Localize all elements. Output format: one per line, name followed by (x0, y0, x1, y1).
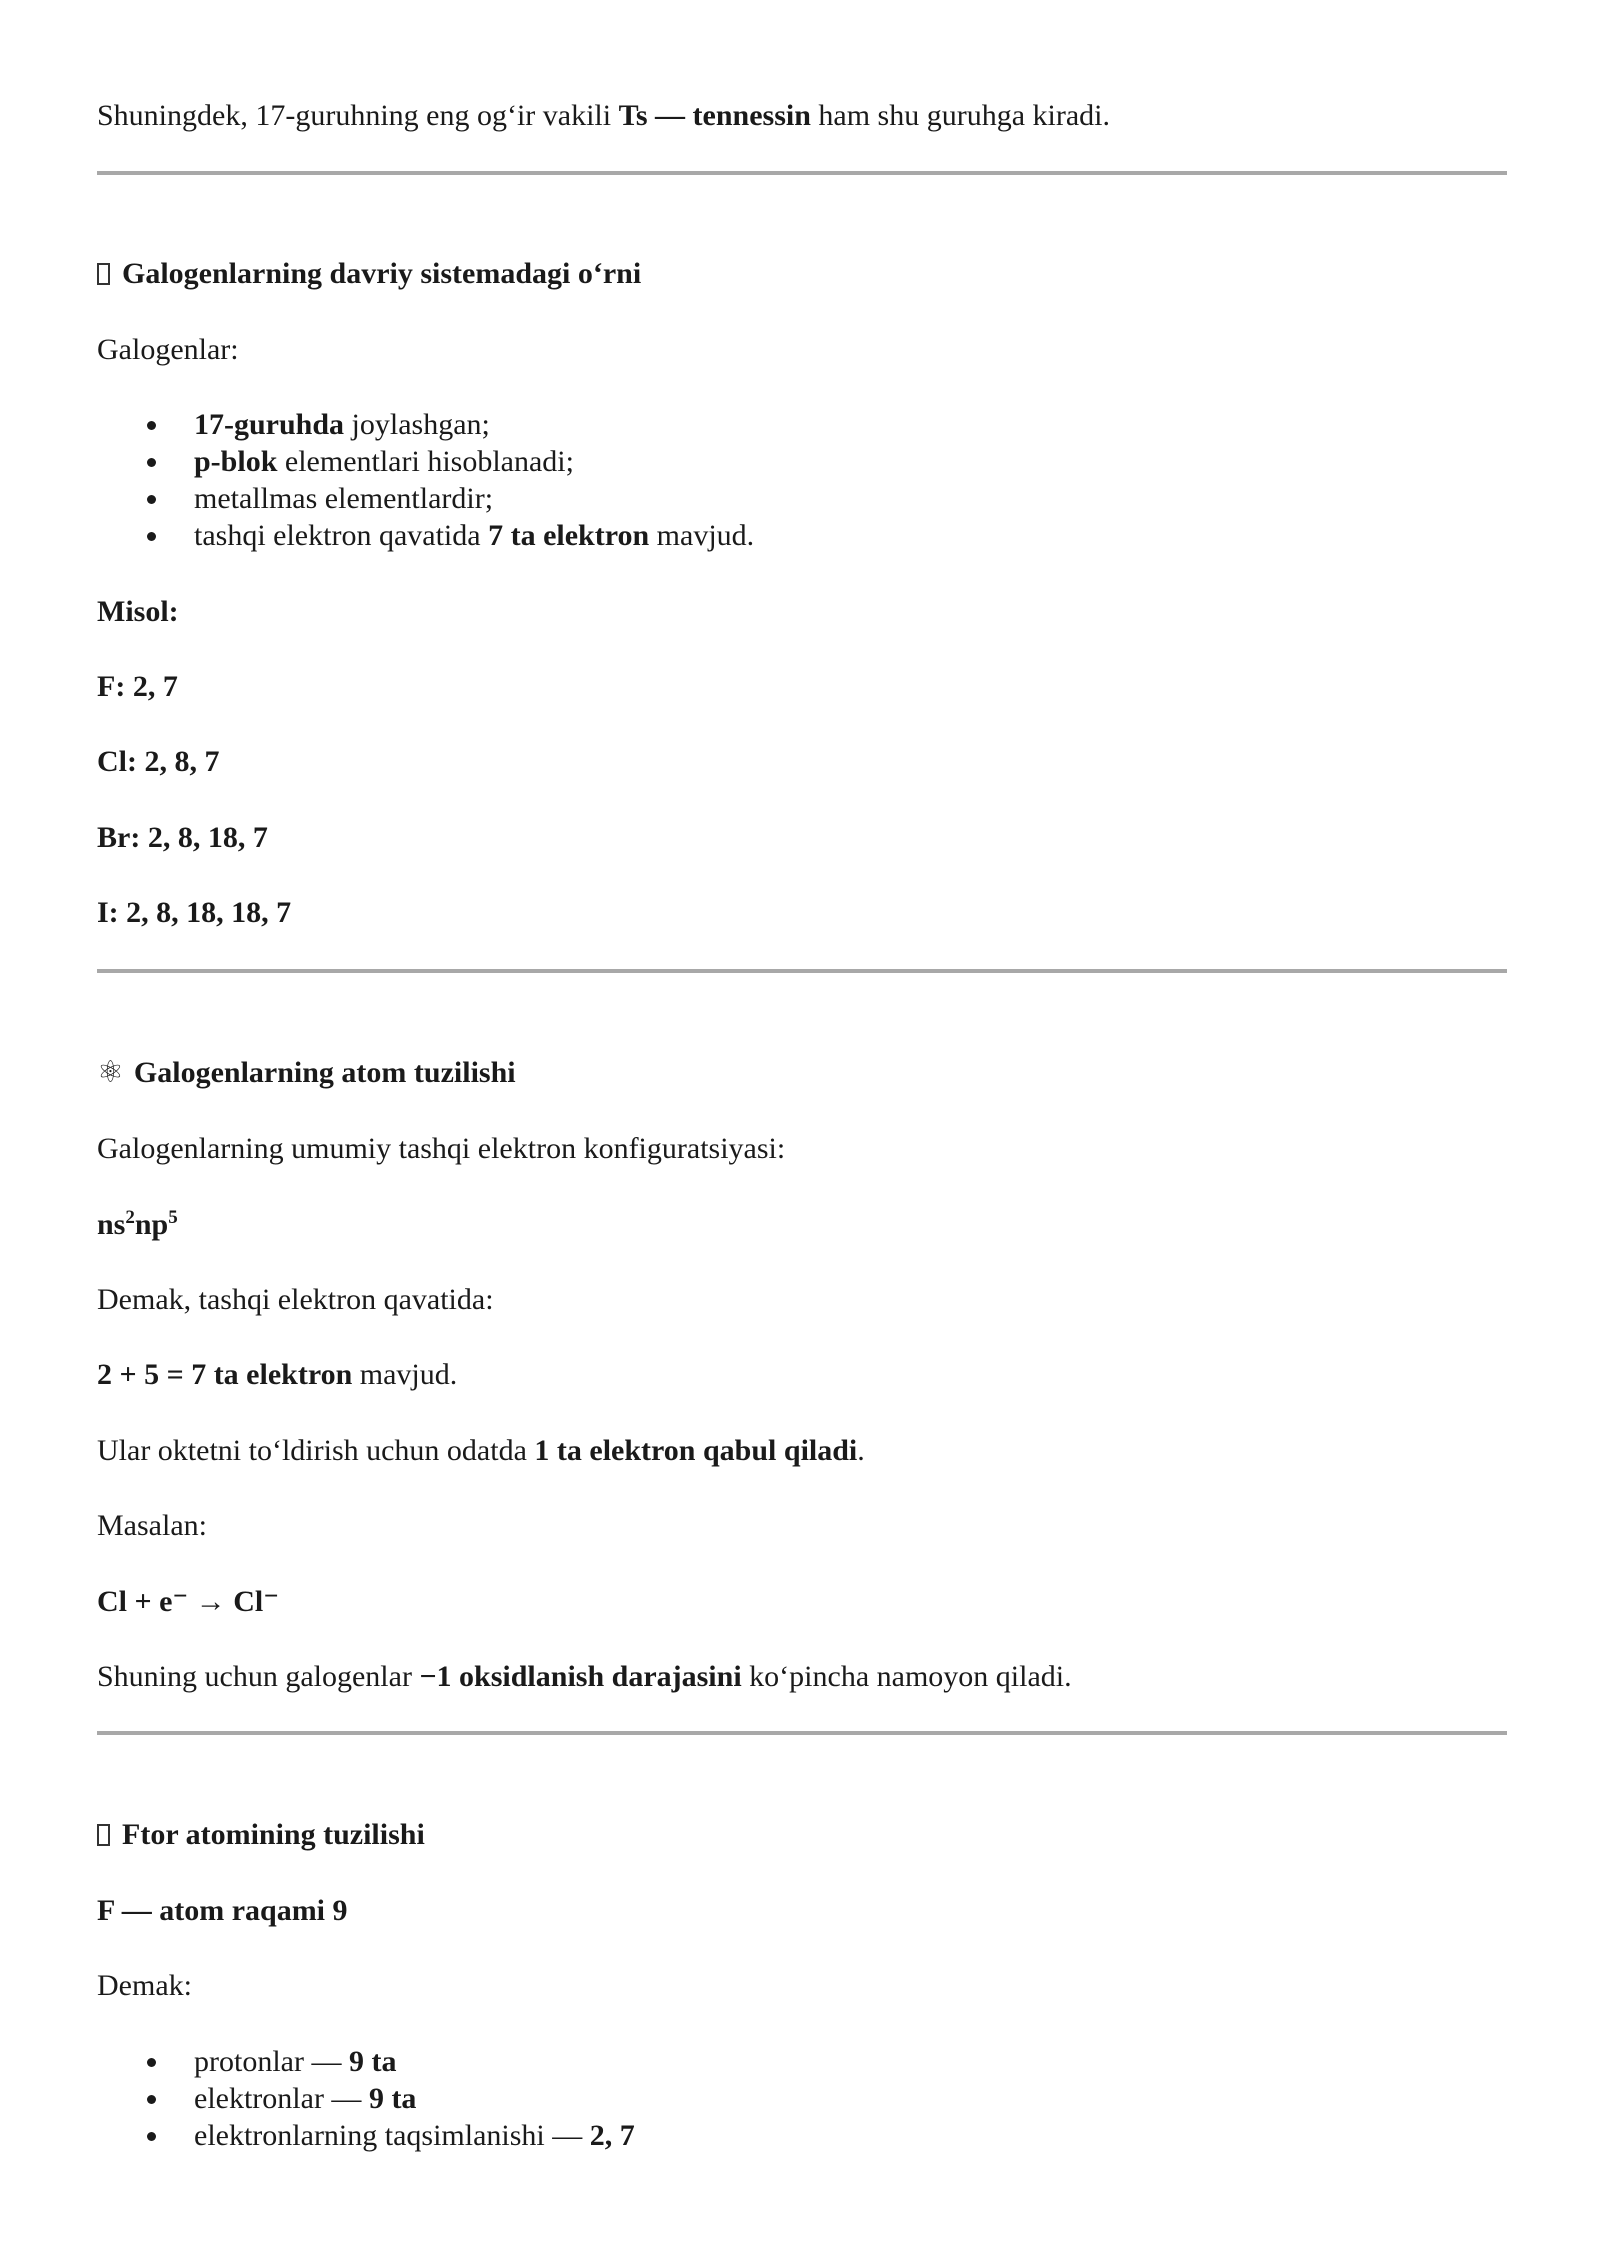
list-item: p-blok elementlari hisoblanadi; (97, 443, 754, 480)
properties-list (97, 406, 754, 554)
reaction-equation: Cl + e⁻ → Cl⁻ (97, 1585, 280, 1618)
section-title: Galogenlarning atom tuzilishi (133, 1056, 516, 1089)
list-item: tashqi elektron qavatida 7 ta elektron mavjud. (97, 517, 754, 554)
example-chlorine: Cl: 2, 8, 7 (97, 745, 220, 778)
atom-number: F — atom raqami 9 (97, 1894, 348, 1927)
list-item: protonlar — 9 ta (97, 2043, 635, 2080)
section-title: Ftor atomining tuzilishi (122, 1818, 425, 1851)
example-iodine: I: 2, 8, 18, 18, 7 (97, 896, 292, 929)
electron-configuration: $ns^2np^5$ (97, 1207, 178, 1241)
atom-icon: ⚛ (97, 1056, 124, 1089)
list-item: elektronlar — 9 ta (97, 2080, 635, 2117)
fluorine-list (97, 2043, 635, 2154)
electron-sum: 2 + 5 = 7 ta elektron mavjud. (97, 1358, 458, 1391)
intro-paragraph (97, 98, 1110, 134)
missing-glyph-icon (97, 1824, 110, 1846)
section-lead: Galogenlar: (97, 333, 239, 366)
section-heading-periodic-position (97, 256, 641, 292)
conclusion-text: Shuning uchun galogenlar −1 oksidlanish darajasini ko‘pincha namoyon qiladi. (97, 1660, 1072, 1693)
example-label: Misol: (97, 595, 179, 628)
example-fluorine: F: 2, 7 (97, 670, 178, 703)
divider (97, 171, 1507, 175)
intro-text: Shuningdek, 17-guruhning eng og‘ir vakili (97, 99, 619, 132)
masalan-text: Masalan: (97, 1509, 207, 1542)
list-item: metallmas elementlardir; (97, 480, 754, 517)
section-lead: Demak: (97, 1969, 192, 2002)
missing-glyph-icon (97, 263, 110, 285)
section-lead: Galogenlarning umumiy tashqi elektron konfiguratsiyasi: (97, 1132, 786, 1165)
divider (97, 1731, 1507, 1735)
list-item: elektronlarning taqsimlanishi — 2, 7 (97, 2117, 635, 2154)
section-heading-atom-structure (97, 1055, 516, 1091)
intro-text-end: ham shu guruhga kiradi. (810, 99, 1111, 132)
demak-text: Demak, tashqi elektron qavatida: (97, 1283, 494, 1316)
example-bromine: Br: 2, 8, 18, 7 (97, 821, 268, 854)
section-title: Galogenlarning davriy sistemadagi o‘rni (122, 257, 642, 290)
divider (97, 969, 1507, 973)
intro-bold: Ts — tennessin (618, 99, 811, 132)
section-heading-fluorine-structure (97, 1817, 425, 1853)
octet-text: Ular oktetni to‘ldirish uchun odatda 1 ta elektron qabul qiladi. (97, 1434, 865, 1467)
list-item: 17-guruhda joylashgan; (97, 406, 754, 443)
